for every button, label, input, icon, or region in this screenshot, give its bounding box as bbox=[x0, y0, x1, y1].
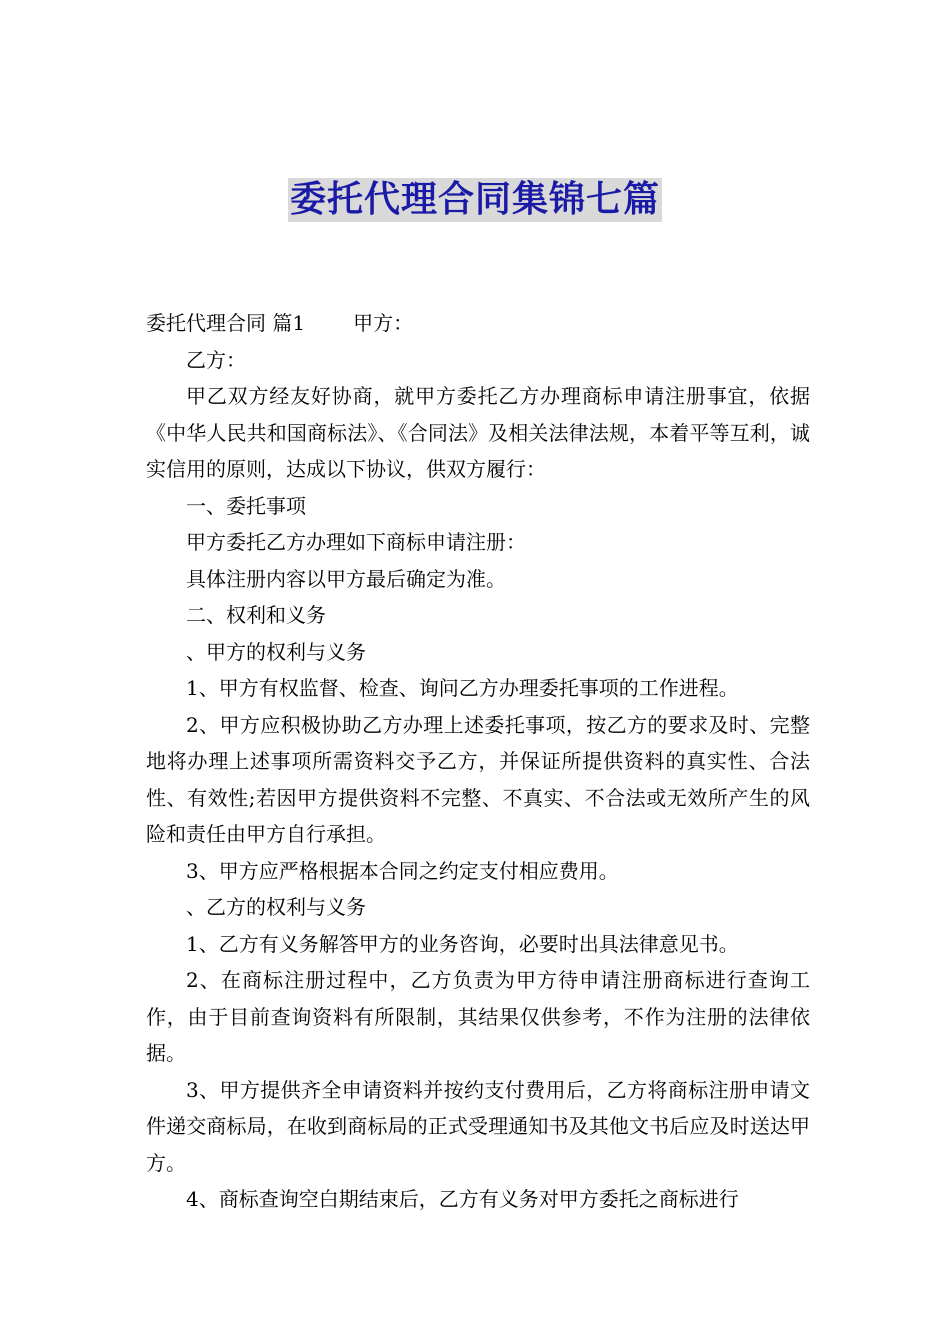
paragraph: 1、甲方有权监督、检查、询问乙方办理委托事项的工作进程。 bbox=[186, 676, 739, 700]
paragraph: 甲乙双方经友好协商，就甲方委托乙方办理商标申请注册事宜，依据《中华人民共和国商标法》、《合同法》及相关法律法规，本着平等互利，诚实信用的原则，达成以下协议，供双方履行： bbox=[146, 384, 810, 481]
paragraph: 、甲方的权利与义务 bbox=[186, 639, 366, 664]
paragraph: 3、甲方提供齐全申请资料并按约支付费用后，乙方将商标注册申请文件递交商标局，在收到商标局的正式受理通知书及其他文书后应及时送达甲方。 bbox=[146, 1077, 810, 1175]
section-label: 委托代理合同 篇1 bbox=[146, 311, 306, 335]
paragraph: 1、乙方有义务解答甲方的业务咨询，必要时出具法律意见书。 bbox=[186, 931, 739, 956]
title-area bbox=[0, 178, 950, 222]
document-body bbox=[146, 305, 810, 1218]
paragraph: 一、委托事项 bbox=[186, 493, 306, 518]
paragraph: 2、在商标注册过程中，乙方负责为甲方待申请注册商标进行查询工作，由于目前查询资料有所限制，其结果仅供参考，不作为注册的法律依据。 bbox=[146, 968, 810, 1065]
paragraph: 、乙方的权利与义务 bbox=[186, 895, 366, 919]
paragraph: 二、权利和义务 bbox=[186, 603, 326, 627]
paragraph: 4、商标查询空白期结束后，乙方有义务对甲方委托之商标进行 bbox=[186, 1187, 739, 1211]
paragraph: 具体注册内容以甲方最后确定为准。 bbox=[186, 566, 506, 591]
paragraph: 2、甲方应积极协助乙方办理上述委托事项，按乙方的要求及时、完整地将办理上述事项所需资料交予乙方，并保证所提供资料的真实性、合法性、有效性;若因甲方提供资料不完整、不真实、不合法或无效所产生的风险和责任由甲方自行承担。 bbox=[146, 712, 810, 846]
party-a-label: 甲方： bbox=[353, 311, 414, 335]
paragraph: 乙方： bbox=[186, 347, 246, 372]
document-title: 委托代理合同集锦七篇 bbox=[289, 179, 660, 220]
first-line bbox=[146, 305, 810, 342]
paragraph: 甲方委托乙方办理如下商标申请注册： bbox=[186, 530, 526, 554]
paragraph: 3、甲方应严格根据本合同之约定支付相应费用。 bbox=[186, 858, 619, 883]
